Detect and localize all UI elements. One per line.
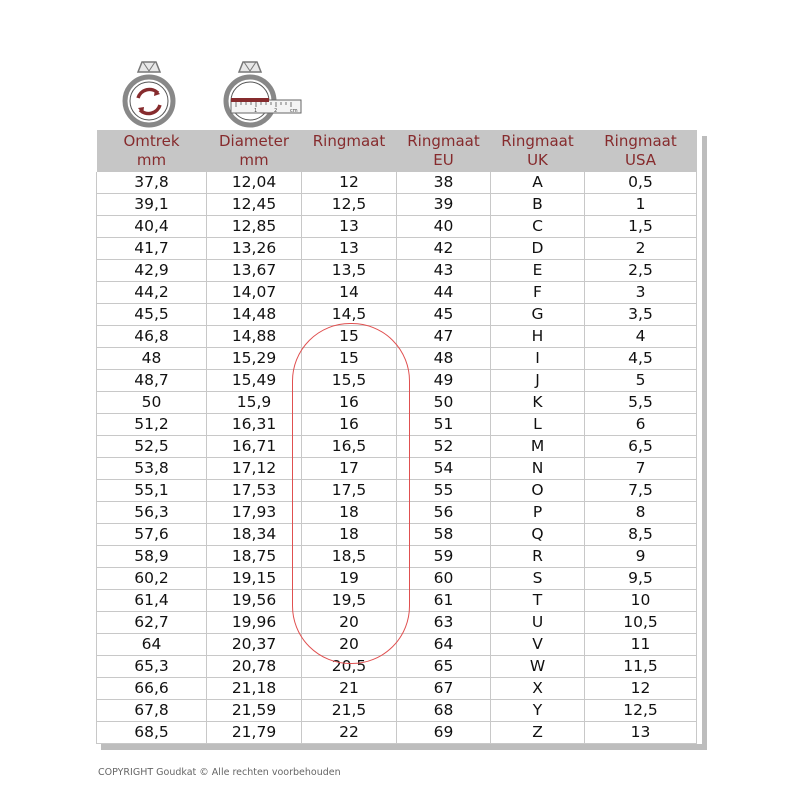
- table-cell: J: [491, 370, 585, 392]
- table-row: [97, 502, 697, 524]
- table-cell: 15,9: [207, 392, 302, 414]
- table-body: [97, 172, 697, 744]
- table-cell: 21,79: [207, 722, 302, 744]
- table-row: [97, 634, 697, 656]
- table-row: [97, 414, 697, 436]
- ruler-unit: cm: [290, 108, 298, 114]
- table-row: [97, 370, 697, 392]
- table-cell: 7: [585, 458, 697, 480]
- table-cell: 17,93: [207, 502, 302, 524]
- table-cell: 8: [585, 502, 697, 524]
- ring-size-table-wrapper: [96, 130, 702, 744]
- table-cell: 69: [397, 722, 491, 744]
- table-cell: 5,5: [585, 392, 697, 414]
- table-cell: 11,5: [585, 656, 697, 678]
- table-cell: R: [491, 546, 585, 568]
- table-cell: 20: [302, 634, 397, 656]
- table-cell: 60: [397, 568, 491, 590]
- table-cell: 7,5: [585, 480, 697, 502]
- table-cell: 64: [97, 634, 207, 656]
- table-cell: 19,5: [302, 590, 397, 612]
- table-cell: 2: [585, 238, 697, 260]
- table-header-row: [97, 130, 697, 172]
- table-cell: 44,2: [97, 282, 207, 304]
- ruler-tick-2: 2: [274, 108, 278, 114]
- table-row: [97, 458, 697, 480]
- table-cell: B: [491, 194, 585, 216]
- table-cell: 18: [302, 502, 397, 524]
- column-header-unit: mm: [239, 151, 269, 169]
- table-cell: 21: [302, 678, 397, 700]
- table-cell: 3: [585, 282, 697, 304]
- column-header: [491, 130, 585, 172]
- table-cell: 19,56: [207, 590, 302, 612]
- table-row: [97, 612, 697, 634]
- table-cell: L: [491, 414, 585, 436]
- table-row: [97, 700, 697, 722]
- table-cell: 14: [302, 282, 397, 304]
- table-cell: 12,5: [585, 700, 697, 722]
- table-cell: 18: [302, 524, 397, 546]
- column-header-title: Ringmaat: [312, 132, 386, 150]
- table-cell: 1,5: [585, 216, 697, 238]
- column-header-title: Omtrek: [123, 132, 180, 150]
- table-cell: 65: [397, 656, 491, 678]
- table-cell: 12,45: [207, 194, 302, 216]
- table-cell: 3,5: [585, 304, 697, 326]
- column-header: [207, 130, 302, 172]
- table-cell: 20: [302, 612, 397, 634]
- table-cell: 50: [97, 392, 207, 414]
- table-cell: 12,5: [302, 194, 397, 216]
- table-cell: 16,71: [207, 436, 302, 458]
- table-cell: 19,96: [207, 612, 302, 634]
- ring-diameter-ruler-icon: [222, 58, 304, 128]
- table-cell: 18,75: [207, 546, 302, 568]
- table-cell: 13: [585, 722, 697, 744]
- table-cell: 47: [397, 326, 491, 348]
- table-cell: 13,5: [302, 260, 397, 282]
- table-cell: 41,7: [97, 238, 207, 260]
- column-header-unit: EU: [433, 151, 454, 169]
- table-cell: T: [491, 590, 585, 612]
- ring-size-table: [96, 130, 697, 744]
- table-cell: V: [491, 634, 585, 656]
- table-cell: K: [491, 392, 585, 414]
- table-cell: 20,78: [207, 656, 302, 678]
- table-cell: 17,5: [302, 480, 397, 502]
- table-cell: 48,7: [97, 370, 207, 392]
- table-cell: 21,18: [207, 678, 302, 700]
- table-cell: 46,8: [97, 326, 207, 348]
- table-cell: U: [491, 612, 585, 634]
- table-cell: 20,37: [207, 634, 302, 656]
- column-header-title: Ringmaat: [407, 132, 480, 150]
- table-cell: 12,85: [207, 216, 302, 238]
- column-header-unit: USA: [624, 151, 657, 169]
- table-cell: 6,5: [585, 436, 697, 458]
- table-row: [97, 590, 697, 612]
- table-cell: 11: [585, 634, 697, 656]
- table-cell: 63: [397, 612, 491, 634]
- table-cell: 1: [585, 194, 697, 216]
- table-row: [97, 480, 697, 502]
- table-cell: 5: [585, 370, 697, 392]
- table-cell: 2,5: [585, 260, 697, 282]
- table-cell: 18,34: [207, 524, 302, 546]
- table-cell: 22: [302, 722, 397, 744]
- table-cell: 21,59: [207, 700, 302, 722]
- table-cell: 40,4: [97, 216, 207, 238]
- table-cell: 19,15: [207, 568, 302, 590]
- table-cell: 53,8: [97, 458, 207, 480]
- table-row: [97, 546, 697, 568]
- table-cell: 16: [302, 414, 397, 436]
- table-cell: I: [491, 348, 585, 370]
- table-row: [97, 678, 697, 700]
- table-cell: 14,5: [302, 304, 397, 326]
- table-row: [97, 656, 697, 678]
- table-cell: 9,5: [585, 568, 697, 590]
- table-cell: 10: [585, 590, 697, 612]
- table-cell: 12: [585, 678, 697, 700]
- table-cell: 15,49: [207, 370, 302, 392]
- column-header-unit: UK: [527, 151, 548, 169]
- table-cell: S: [491, 568, 585, 590]
- table-row: [97, 172, 697, 194]
- table-row: [97, 568, 697, 590]
- table-cell: 4: [585, 326, 697, 348]
- table-cell: 68,5: [97, 722, 207, 744]
- table-cell: X: [491, 678, 585, 700]
- table-cell: 64: [397, 634, 491, 656]
- table-cell: 50: [397, 392, 491, 414]
- table-cell: 52: [397, 436, 491, 458]
- table-cell: 6: [585, 414, 697, 436]
- column-header: [302, 130, 397, 172]
- table-row: [97, 194, 697, 216]
- table-cell: P: [491, 502, 585, 524]
- table-cell: 14,07: [207, 282, 302, 304]
- table-cell: 16,31: [207, 414, 302, 436]
- table-cell: 58,9: [97, 546, 207, 568]
- table-cell: Y: [491, 700, 585, 722]
- table-row: [97, 304, 697, 326]
- table-cell: 15: [302, 326, 397, 348]
- table-cell: 42,9: [97, 260, 207, 282]
- table-cell: 37,8: [97, 172, 207, 194]
- table-cell: M: [491, 436, 585, 458]
- table-cell: N: [491, 458, 585, 480]
- table-cell: 39,1: [97, 194, 207, 216]
- table-cell: 44: [397, 282, 491, 304]
- ruler-tick-1: 1: [254, 108, 258, 114]
- copyright-text: COPYRIGHT Goudkat © Alle rechten voorbehouden: [98, 767, 341, 778]
- table-row: [97, 326, 697, 348]
- table-cell: 65,3: [97, 656, 207, 678]
- column-header-unit: [302, 151, 397, 170]
- table-cell: 66,6: [97, 678, 207, 700]
- table-cell: 12: [302, 172, 397, 194]
- table-cell: 62,7: [97, 612, 207, 634]
- table-row: [97, 348, 697, 370]
- table-cell: 51,2: [97, 414, 207, 436]
- table-cell: 60,2: [97, 568, 207, 590]
- table-row: [97, 392, 697, 414]
- table-cell: 59: [397, 546, 491, 568]
- table-cell: H: [491, 326, 585, 348]
- table-cell: 13,26: [207, 238, 302, 260]
- table-row: [97, 216, 697, 238]
- table-cell: 57,6: [97, 524, 207, 546]
- table-cell: 67: [397, 678, 491, 700]
- table-cell: 56,3: [97, 502, 207, 524]
- table-row: [97, 436, 697, 458]
- table-cell: 20,5: [302, 656, 397, 678]
- column-header: [97, 130, 207, 172]
- table-cell: 38: [397, 172, 491, 194]
- table-cell: C: [491, 216, 585, 238]
- table-cell: 18,5: [302, 546, 397, 568]
- table-cell: W: [491, 656, 585, 678]
- table-cell: 16,5: [302, 436, 397, 458]
- table-cell: 51: [397, 414, 491, 436]
- table-cell: 67,8: [97, 700, 207, 722]
- column-header-unit: mm: [136, 151, 167, 169]
- table-cell: 58: [397, 524, 491, 546]
- table-cell: 14,48: [207, 304, 302, 326]
- table-cell: 15,5: [302, 370, 397, 392]
- table-cell: 16: [302, 392, 397, 414]
- table-cell: D: [491, 238, 585, 260]
- table-cell: A: [491, 172, 585, 194]
- table-cell: 13,67: [207, 260, 302, 282]
- table-cell: 61: [397, 590, 491, 612]
- table-cell: 48: [97, 348, 207, 370]
- column-header-title: Ringmaat: [501, 132, 574, 150]
- table-cell: 52,5: [97, 436, 207, 458]
- table-cell: 13: [302, 216, 397, 238]
- table-cell: 17: [302, 458, 397, 480]
- table-cell: 19: [302, 568, 397, 590]
- table-cell: 4,5: [585, 348, 697, 370]
- table-cell: 8,5: [585, 524, 697, 546]
- table-cell: E: [491, 260, 585, 282]
- table-cell: 13: [302, 238, 397, 260]
- table-cell: F: [491, 282, 585, 304]
- table-cell: O: [491, 480, 585, 502]
- table-cell: 15: [302, 348, 397, 370]
- column-header-title: Diameter: [218, 132, 290, 150]
- table-cell: 21,5: [302, 700, 397, 722]
- table-cell: 55: [397, 480, 491, 502]
- table-cell: 9: [585, 546, 697, 568]
- table-cell: 68: [397, 700, 491, 722]
- table-cell: 39: [397, 194, 491, 216]
- table-cell: 40: [397, 216, 491, 238]
- table-row: [97, 260, 697, 282]
- column-header-title: Ringmaat: [604, 132, 677, 150]
- table-cell: G: [491, 304, 585, 326]
- table-cell: 55,1: [97, 480, 207, 502]
- table-row: [97, 238, 697, 260]
- table-cell: 10,5: [585, 612, 697, 634]
- table-cell: 15,29: [207, 348, 302, 370]
- table-row: [97, 722, 697, 744]
- table-cell: 17,12: [207, 458, 302, 480]
- table-cell: 43: [397, 260, 491, 282]
- table-cell: Z: [491, 722, 585, 744]
- table-cell: 42: [397, 238, 491, 260]
- ring-circumference-icon: [118, 58, 180, 128]
- table-cell: 49: [397, 370, 491, 392]
- column-header: [397, 130, 491, 172]
- table-cell: 12,04: [207, 172, 302, 194]
- table-cell: 61,4: [97, 590, 207, 612]
- table-cell: 56: [397, 502, 491, 524]
- table-cell: 45,5: [97, 304, 207, 326]
- table-cell: 45: [397, 304, 491, 326]
- table-cell: 17,53: [207, 480, 302, 502]
- table-cell: Q: [491, 524, 585, 546]
- table-cell: 14,88: [207, 326, 302, 348]
- column-header: [585, 130, 697, 172]
- table-row: [97, 282, 697, 304]
- table-cell: 54: [397, 458, 491, 480]
- table-row: [97, 524, 697, 546]
- table-cell: 0,5: [585, 172, 697, 194]
- table-cell: 48: [397, 348, 491, 370]
